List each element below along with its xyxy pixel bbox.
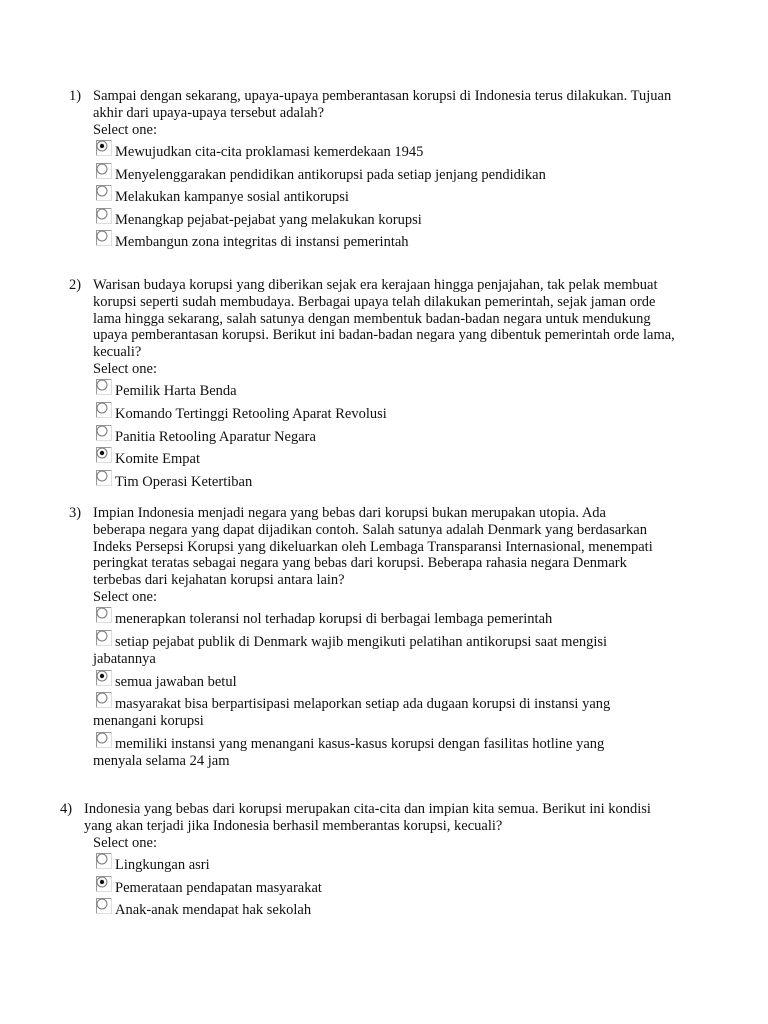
option-q2-4[interactable] [93, 451, 683, 468]
radio-icon[interactable] [95, 401, 113, 418]
radio-icon[interactable] [95, 691, 113, 708]
option-q3-2[interactable] [93, 634, 655, 668]
radio-icon[interactable] [95, 207, 113, 224]
question-text: Warisan budaya korupsi yang diberikan sejak era kerajaan hingga penjajahan, tak pelak membuat korupsi seperti sudah membudaya. Berbagai upaya telah dilakukan pemerintah, sejak jaman orde lama hingga sekarang, salah satunya dengan membentuk badan-badan negara untuk mendukung upaya pemberantasan korupsi. Berikut ini badan-badan negara yang dibentuk pemerintah orde lama, kecuali? [93, 277, 675, 361]
question-text: Impian Indonesia menjadi negara yang bebas dari korupsi bukan merupakan utopia. Ada beberapa negara yang dapat dijadikan contoh. Salah satunya adalah Denmark yang berdasarkan Indeks Persepsi Korupsi yang dikeluarkan oleh Lembaga Transparansi Internasional, menempati peringkat teratas sebagai negara yang bebas dari korupsi. Beberapa rahasia negara Denmark terbebas dari kejahatan korupsi antara lain? [93, 505, 653, 589]
select-one-label: Select one: [93, 588, 158, 605]
option-label: Panitia Retooling Aparatur Negara [115, 428, 316, 445]
radio-icon[interactable] [95, 852, 113, 869]
radio-icon[interactable] [95, 731, 113, 748]
question-1-head [69, 88, 683, 122]
option-label: menerapkan toleransi nol terhadap korupsi di berbagai lembaga pemerintah [115, 611, 553, 628]
radio-icon[interactable] [95, 162, 113, 179]
question-4-options [84, 835, 654, 920]
radio-icon[interactable] [95, 378, 113, 395]
radio-icon[interactable] [95, 629, 113, 646]
radio-icon[interactable] [95, 184, 113, 201]
option-q3-4[interactable] [93, 696, 655, 730]
select-one-label: Select one: [93, 121, 158, 138]
question-number: 4) [60, 801, 73, 817]
option-q2-5[interactable] [93, 474, 683, 491]
question-number: 2) [69, 277, 82, 293]
question-4-head [60, 801, 654, 835]
radio-icon[interactable] [95, 897, 113, 914]
option-label: semua jawaban betul [115, 673, 237, 690]
question-number: 3) [69, 505, 82, 521]
radio-selected-icon[interactable] [95, 669, 113, 686]
radio-icon[interactable] [95, 424, 113, 441]
option-q2-3[interactable] [93, 429, 683, 446]
option-label: Anak-anak mendapat hak sekolah [115, 902, 312, 919]
option-q1-3[interactable] [93, 189, 683, 206]
question-2-head [69, 277, 683, 361]
option-label: Pemerataan pendapatan masyarakat [115, 879, 322, 896]
question-text: Sampai dengan sekarang, upaya-upaya pemberantasan korupsi di Indonesia terus dilakukan. Tujuan akhir dari upaya-upaya tersebut adalah? [93, 88, 672, 121]
question-4 [60, 801, 654, 919]
option-label: Menyelenggarakan pendidikan antikorupsi pada setiap jenjang pendidikan [115, 166, 546, 183]
option-q3-3[interactable] [93, 674, 655, 691]
option-q1-2[interactable] [93, 167, 683, 184]
option-q3-5[interactable] [93, 736, 655, 770]
option-q1-1[interactable] [93, 144, 683, 161]
option-label: Melakukan kampanye sosial antikorupsi [115, 189, 349, 206]
option-q1-4[interactable] [93, 212, 683, 229]
option-q3-1[interactable] [93, 611, 655, 628]
option-q1-5[interactable] [93, 234, 683, 251]
question-1 [69, 88, 683, 251]
option-label: Membangun zona integritas di instansi pemerintah [115, 234, 409, 251]
option-label: masyarakat bisa berpartisipasi melaporkan setiap ada dugaan korupsi di instansi yang menangani korupsi [93, 696, 611, 730]
select-one-label: Select one: [93, 360, 158, 377]
question-text: Indonesia yang bebas dari korupsi merupakan cita-cita dan impian kita semua. Berikut ini kondisi yang akan terjadi jika Indonesia berhasil memberantas korupsi, kecuali? [84, 801, 651, 834]
option-label: Komando Tertinggi Retooling Aparat Revolusi [115, 405, 387, 422]
option-label: Menangkap pejabat-pejabat yang melakukan korupsi [115, 211, 422, 228]
option-q2-1[interactable] [93, 383, 683, 400]
radio-icon[interactable] [95, 469, 113, 486]
option-q4-2[interactable] [93, 880, 654, 897]
radio-selected-icon[interactable] [95, 446, 113, 463]
option-label: memiliki instansi yang menangani kasus-kasus korupsi dengan fasilitas hotline yang menyala selama 24 jam [93, 735, 605, 769]
option-q4-1[interactable] [93, 857, 654, 874]
question-3-head [69, 505, 655, 589]
option-label: Tim Operasi Ketertiban [115, 473, 253, 490]
radio-selected-icon[interactable] [95, 139, 113, 156]
option-label: setiap pejabat publik di Denmark wajib mengikuti pelatihan antikorupsi saat mengisi jabatannya [93, 633, 608, 667]
select-one-label: Select one: [93, 834, 158, 851]
option-label: Mewujudkan cita-cita proklamasi kemerdekaan 1945 [115, 143, 424, 160]
option-q2-2[interactable] [93, 406, 683, 423]
option-label: Pemilik Harta Benda [115, 383, 237, 400]
radio-icon[interactable] [95, 606, 113, 623]
radio-icon[interactable] [95, 229, 113, 246]
question-number: 1) [69, 88, 82, 104]
radio-selected-icon[interactable] [95, 875, 113, 892]
option-q4-3[interactable] [93, 902, 654, 919]
option-label: Komite Empat [115, 451, 200, 468]
question-2 [69, 277, 683, 491]
option-label: Lingkungan asri [115, 856, 210, 873]
question-3 [69, 505, 655, 770]
